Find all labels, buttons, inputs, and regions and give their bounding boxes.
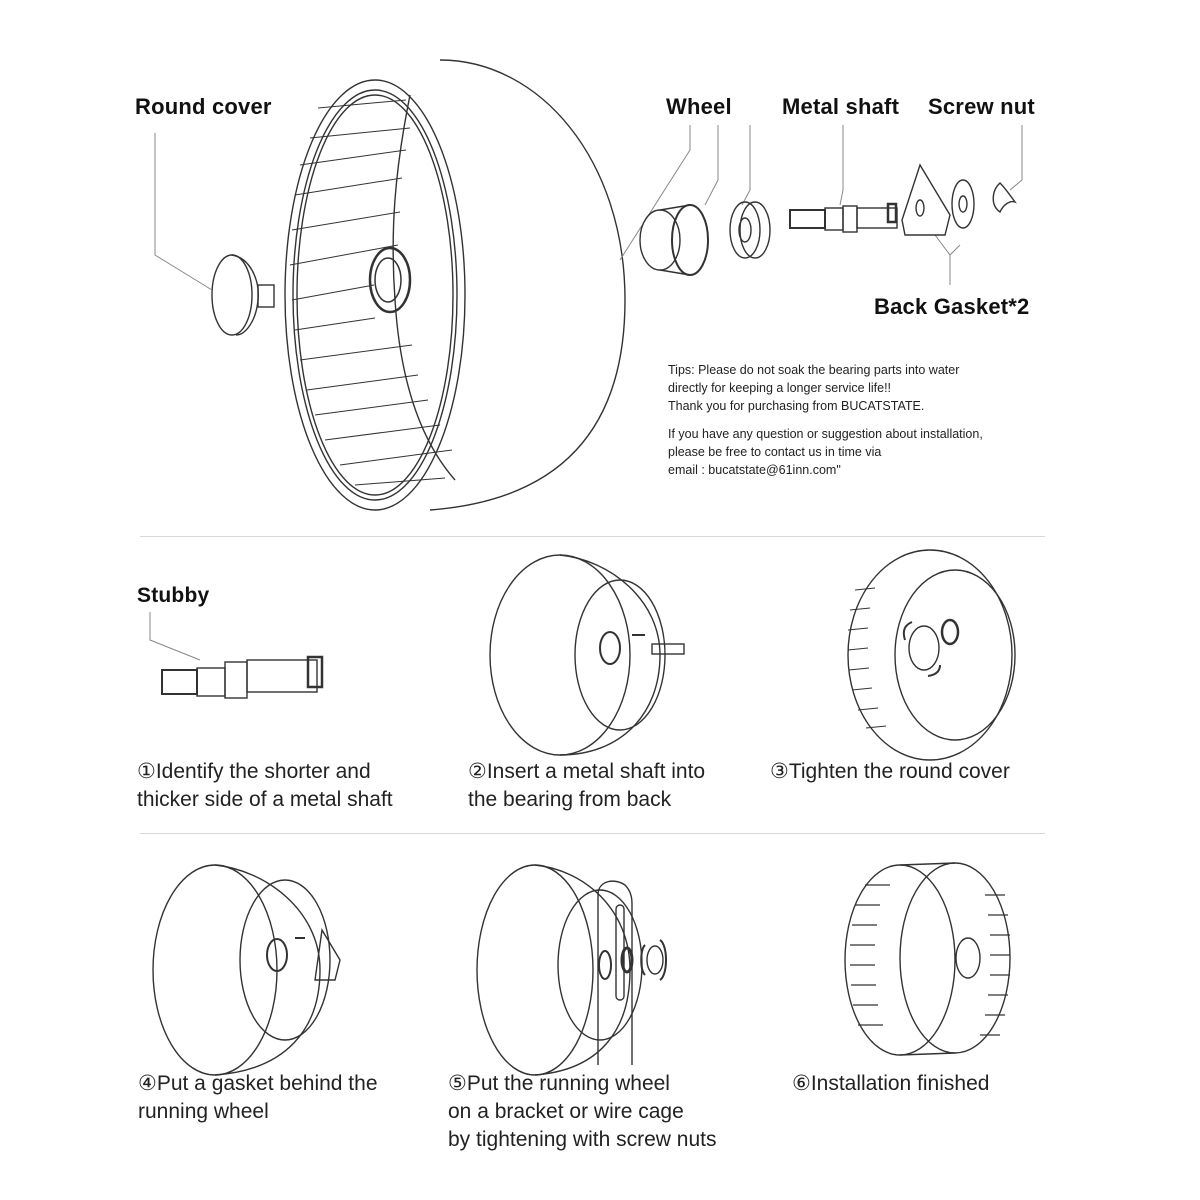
contact-email: email : bucatstate@61inn.com" <box>668 463 841 477</box>
label-metal-shaft: Metal shaft <box>782 94 900 119</box>
step-6-caption: ⑥Installation finished <box>792 1072 990 1095</box>
screw-nut-drawing <box>993 183 1015 212</box>
tips-line: please be free to contact us in time via <box>668 445 882 459</box>
step1-shaft-drawing <box>150 612 322 698</box>
step-4-caption: ④Put a gasket behind the running wheel <box>138 1072 378 1123</box>
label-screw-nut: Screw nut <box>928 94 1035 119</box>
bearing-drawing <box>730 202 770 258</box>
round-cover-drawing <box>212 255 274 335</box>
wheel-hub-drawing <box>640 205 708 275</box>
divider <box>140 536 1045 537</box>
label-back-gasket: Back Gasket*2 <box>874 294 1030 319</box>
step3-wheel-drawing <box>848 550 1015 760</box>
metal-shaft-drawing <box>790 204 897 232</box>
step-5-caption: ⑤Put the running wheel on a bracket or wire cage by tightening with screw nuts <box>448 1072 717 1151</box>
divider <box>140 833 1045 834</box>
tips-line: directly for keeping a longer service life!! <box>668 381 892 395</box>
step-1-caption: ①Identify the shorter and thicker side of a metal shaft <box>137 760 393 811</box>
tips-line: If you have any question or suggestion about installation, <box>668 427 983 441</box>
tips-block <box>668 361 983 479</box>
label-stubby: Stubby <box>137 584 210 607</box>
label-wheel: Wheel <box>666 94 732 119</box>
step6-wheel-drawing <box>845 863 1010 1055</box>
step5-wheel-drawing <box>477 865 666 1075</box>
step2-wheel-drawing <box>490 555 684 755</box>
label-round-cover: Round cover <box>135 94 272 119</box>
back-gasket-drawing <box>902 165 974 235</box>
step4-wheel-drawing <box>153 865 340 1075</box>
tips-line: Thank you for purchasing from BUCATSTATE. <box>668 399 925 413</box>
wheel-drawing <box>285 60 625 510</box>
step-2-caption: ②Insert a metal shaft into the bearing from back <box>468 760 706 811</box>
tips-line: Tips: Please do not soak the bearing parts into water <box>668 363 960 377</box>
step-3-caption: ③Tighten the round cover <box>770 760 1010 783</box>
